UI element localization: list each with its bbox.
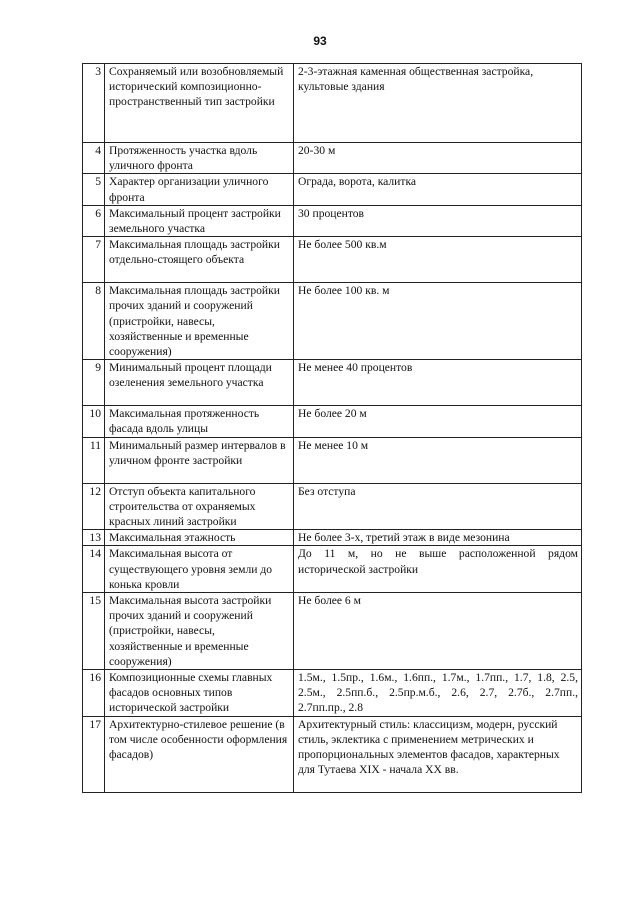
table-row <box>83 64 582 143</box>
table-row <box>83 143 582 174</box>
row-number: 8 <box>83 283 105 360</box>
row-number: 12 <box>83 483 105 530</box>
value-cell: Не более 3-х, третий этаж в виде мезонина <box>294 530 582 546</box>
parameter-cell: Максимальная площадь застройки прочих зданий и сооружений (пристройки, навесы, хозяйственные и временные сооружения) <box>105 283 294 360</box>
value-cell: Архитектурный стиль: классицизм, модерн, русский стиль, эклектика с применением метрических и пропорциональных элементов фасадов, характерных для Тутаева XIX - начала XX вв. <box>294 716 582 792</box>
value-cell: 20-30 м <box>294 143 582 174</box>
row-number: 5 <box>83 174 105 205</box>
parameter-cell: Минимальный размер интервалов в уличном фронте застройки <box>105 437 294 483</box>
value-cell: Не менее 40 процентов <box>294 360 582 406</box>
table-row <box>83 670 582 717</box>
value-cell: Ограда, ворота, калитка <box>294 174 582 205</box>
table-row <box>83 546 582 593</box>
table-row <box>83 437 582 483</box>
parameter-cell: Максимальная площадь застройки отдельно-стоящего объекта <box>105 237 294 283</box>
row-number: 11 <box>83 437 105 483</box>
parameter-cell: Максимальный процент застройки земельного участка <box>105 205 294 236</box>
page-number: 93 <box>313 34 327 48</box>
value-cell: Не более 6 м <box>294 593 582 670</box>
table-row <box>83 283 582 360</box>
table-row <box>83 237 582 283</box>
value-cell: Не менее 10 м <box>294 437 582 483</box>
table-row <box>83 530 582 546</box>
parameter-cell: Характер организации уличного фронта <box>105 174 294 205</box>
row-number: 10 <box>83 406 105 437</box>
table-row <box>83 406 582 437</box>
value-cell: Без отступа <box>294 483 582 530</box>
table-row <box>83 205 582 236</box>
value-cell: Не более 500 кв.м <box>294 237 582 283</box>
value-cell: Не более 100 кв. м <box>294 283 582 360</box>
row-number: 17 <box>83 716 105 792</box>
parameter-cell: Максимальная высота застройки прочих зданий и сооружений (пристройки, навесы, хозяйственные и временные сооружения) <box>105 593 294 670</box>
parameter-cell: Минимальный процент площади озеленения земельного участка <box>105 360 294 406</box>
value-cell: 30 процентов <box>294 205 582 236</box>
table-row <box>83 593 582 670</box>
row-number: 16 <box>83 670 105 717</box>
row-number: 14 <box>83 546 105 593</box>
parameter-cell: Отступ объекта капитального строительства от охраняемых красных линий застройки <box>105 483 294 530</box>
parameter-cell: Архитектурно-стилевое решение (в том числе особенности оформления фасадов) <box>105 716 294 792</box>
value-cell: 2-3-этажная каменная общественная застройка, культовые здания <box>294 64 582 143</box>
table-row <box>83 483 582 530</box>
value-cell: Не более 20 м <box>294 406 582 437</box>
row-number: 4 <box>83 143 105 174</box>
table-row <box>83 174 582 205</box>
table-row <box>83 716 582 792</box>
parameter-cell: Протяженность участка вдоль уличного фронта <box>105 143 294 174</box>
row-number: 6 <box>83 205 105 236</box>
row-number: 9 <box>83 360 105 406</box>
regulations-table <box>82 63 582 793</box>
row-number: 13 <box>83 530 105 546</box>
parameter-cell: Максимальная этажность <box>105 530 294 546</box>
value-cell: До 11 м, но не выше расположенной рядом исторической застройки <box>294 546 582 593</box>
row-number: 7 <box>83 237 105 283</box>
parameter-cell: Композиционные схемы главных фасадов основных типов исторической застройки <box>105 670 294 717</box>
parameter-cell: Максимальная протяженность фасада вдоль улицы <box>105 406 294 437</box>
parameter-cell: Сохраняемый или возобновляемый исторический композиционно-пространственный тип застройки <box>105 64 294 143</box>
value-cell: 1.5м., 1.5пр., 1.6м., 1.6пп., 1.7м., 1.7пп., 1.7, 1.8, 2.5, 2.5м., 2.5пп.б., 2.5пр.м.б., 2.6, 2.7, 2.7б., 2.7пп., 2.7пп.пр., 2.8 <box>294 670 582 717</box>
row-number: 15 <box>83 593 105 670</box>
row-number: 3 <box>83 64 105 143</box>
table-row <box>83 360 582 406</box>
parameter-cell: Максимальная высота от существующего уровня земли до конька кровли <box>105 546 294 593</box>
